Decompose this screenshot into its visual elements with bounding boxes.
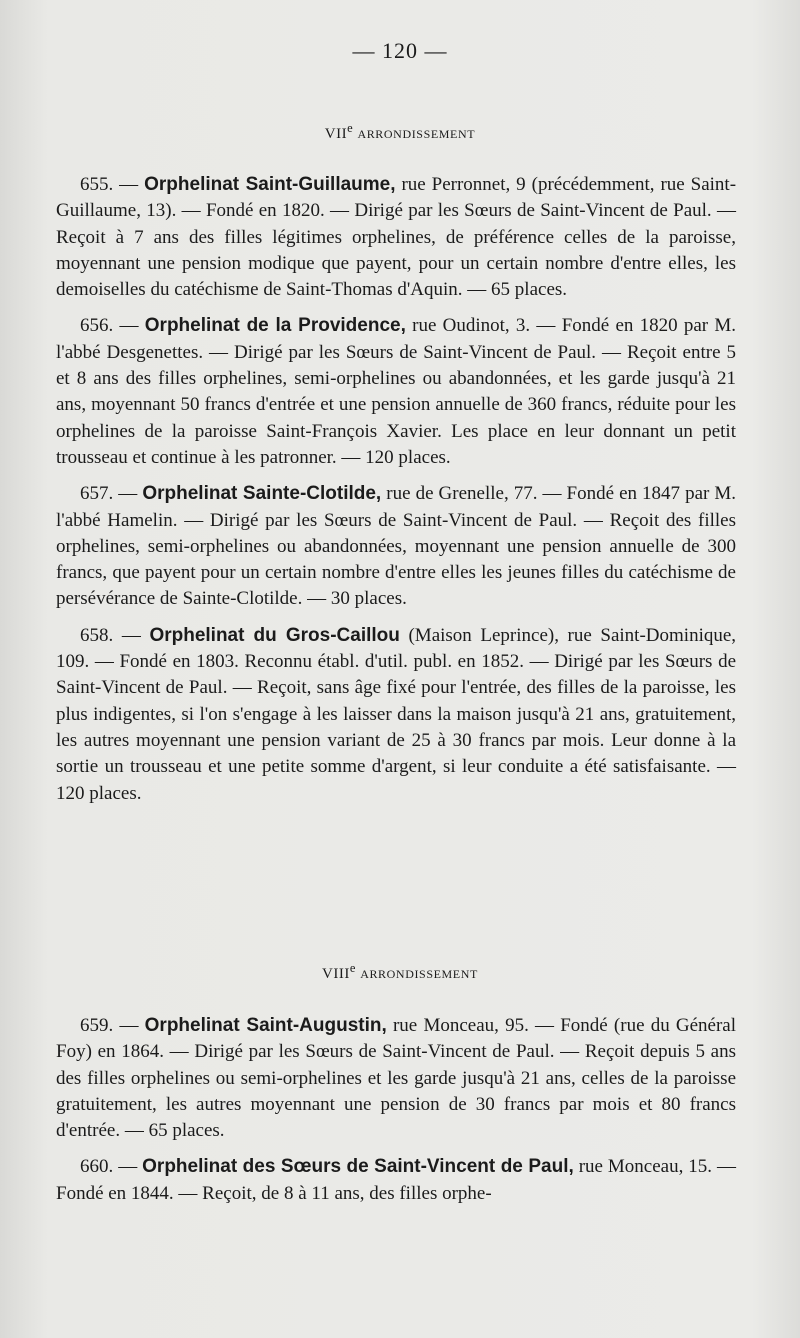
heading-label: ARRONDISSEMENT — [357, 127, 476, 141]
entry-660 — [56, 1154, 736, 1207]
section-heading-viii — [0, 961, 800, 983]
heading-label: ARRONDISSEMENT — [360, 967, 478, 981]
entry-text: rue Perronnet, 9 (précédemment, rue Saint-Guillaume, 13). — Fondé en 1820. — Dirigé par les Sœurs de Saint-Vincent de Paul. — Reçoit à 7 ans des filles légitimes orphelines, de préférence celles de la paroisse, moyennant une pension modique que payent, pour un certain nombre d'entre elles, les demoiselles du catéchisme de Saint-Thomas d'Aquin. — 65 places. — [56, 174, 737, 301]
entry-number: 660. — — [80, 1156, 138, 1178]
entry-name: Orphelinat des Sœurs de Saint-Vincent de Paul, — [142, 1156, 574, 1178]
entry-659 — [56, 1013, 736, 1144]
entry-text: rue Monceau, 15. — Fondé en 1844. — Reçoit, de 8 à 11 ans, des filles orphe- — [56, 1156, 737, 1204]
entry-name: Orphelinat Saint-Augustin, — [144, 1015, 387, 1036]
entry-number: 659. — — [80, 1015, 139, 1036]
entry-655 — [56, 172, 736, 303]
section-heading-vii — [0, 121, 800, 143]
entry-number: 658. — — [80, 624, 141, 646]
entry-name: Orphelinat Saint-Guillaume, — [144, 174, 396, 195]
entry-name: Orphelinat du Gros-Caillou — [149, 624, 400, 646]
entry-text: (Maison Leprince), rue Saint-Dominique, 109. — Fondé en 1803. Reconnu établ. d'util. publ. en 1852. — Dirigé par les Sœurs de Saint-Vincent de Paul. — Reçoit, sans âge fixé pour l'entrée, des filles de la paroisse, les plus indigentes, si l'on s'engage à les laisser dans la maison jusqu'à 21 ans, gratuitement, les autres moyennant une pension variant de 25 à 30 francs par mois. Leur donne à la sortie un trousseau et une petite somme d'argent, si leur conduite a été satisfaisante. — 120 places. — [56, 624, 737, 804]
entry-number: 657. — — [80, 483, 138, 505]
entry-text: rue Oudinot, 3. — Fondé en 1820 par M. l'abbé Desgenettes. — Dirigé par les Sœurs de Saint-Vincent de Paul. — Reçoit entre 5 et 8 ans des filles orphelines, semi-orphelines ou abandonnées, et les garde jusqu'à 21 ans, moyennant 50 francs d'entrée et une pension annuelle de 360 francs, réduite pour les orphelines de la paroisse Saint-François Xavier. Les place en leur donnant un petit trousseau et continue à les patronner. — 120 places. — [56, 315, 737, 468]
heading-superscript: e — [347, 121, 354, 135]
heading-numeral: VIII — [322, 966, 350, 982]
heading-numeral: VII — [324, 126, 348, 142]
entry-658 — [56, 623, 736, 807]
entry-name: Orphelinat de la Providence, — [144, 315, 406, 337]
heading-superscript: e — [349, 961, 356, 975]
section-viii-entries — [56, 1013, 736, 1207]
entry-name: Orphelinat Sainte-Clotilde, — [142, 483, 382, 505]
entry-text: rue Monceau, 95. — Fondé (rue du Général Foy) en 1864. — Dirigé par les Sœurs de Saint-Vincent de Paul. — Reçoit depuis 5 ans des filles orphelines ou semi-orphelines et les garde jusqu'à 21 ans, celles de la paroisse gratuitement, les autres moyennant une pension de 30 francs par mois et 80 francs d'entrée. — 65 places. — [56, 1015, 737, 1142]
entry-656 — [56, 313, 736, 471]
section-vii-entries — [56, 172, 736, 807]
entry-number: 655. — — [80, 174, 139, 195]
page-number: — 120 — — [352, 38, 448, 63]
entry-657 — [56, 481, 736, 612]
entry-text: rue de Grenelle, 77. — Fondé en 1847 par M. l'abbé Hamelin. — Dirigé par les Sœurs de Saint-Vincent de Paul. — Reçoit des filles orphelines, semi-orphelines ou abandonnées, moyennant une pension annuelle de 300 francs, que payent pour un certain nombre d'entre elles les jeunes filles du catéchisme de persévérance de Sainte-Clotilde. — 30 places. — [56, 483, 737, 610]
entry-number: 656. — — [80, 315, 139, 337]
